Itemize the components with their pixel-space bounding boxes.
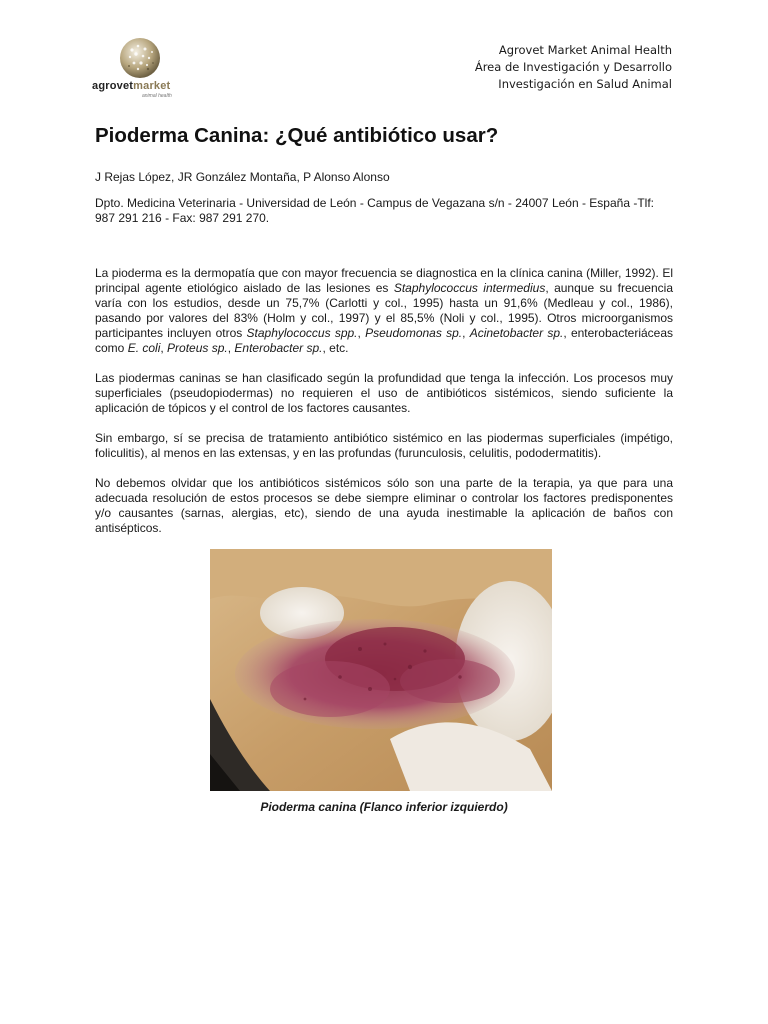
logo-brand-suffix: market	[133, 80, 171, 92]
text-run: ,	[462, 326, 470, 340]
italic-term: Enterobacter sp.	[234, 341, 323, 355]
globe-emblem-icon	[118, 36, 162, 80]
italic-term: Acinetobacter sp.	[469, 326, 564, 340]
italic-term: Staphylococcus intermedius	[393, 281, 546, 295]
skin-lesion-image	[210, 549, 552, 791]
text-run: Las piodermas caninas se han clasificado según la profundidad que tenga la infección. Los procesos muy superficiales (pseudopiodermas) no requieren el uso de antibióticos sistémicos, siendo suficiente la aplicación de tópicos y el control de los factores causantes.	[95, 371, 673, 415]
text-run: ,	[160, 341, 168, 355]
logo-brand-prefix: agrovet	[92, 80, 134, 92]
text-run: , etc.	[322, 341, 349, 355]
article-affiliation: Dpto. Medicina Veterinaria - Universidad de León - Campus de Vegazana s/n - 24007 León - España -Tlf: 987 291 216 - Fax: 987 291 270.	[95, 196, 654, 225]
logo-wordmark	[92, 80, 170, 92]
article-body	[95, 266, 673, 551]
organization-header	[475, 42, 672, 93]
figure-caption: Pioderma canina (Flanco inferior izquierdo)	[260, 800, 508, 814]
text-run: Sin embargo, sí se precisa de tratamiento antibiótico sistémico en las piodermas superficiales (impétigo, foliculitis), al menos en las extensas, y en las profundas (furunculosis, celulitis, pododermatitis).	[95, 431, 673, 460]
logo-tagline: animal health	[142, 93, 172, 99]
italic-term: Pseudomonas sp.	[365, 326, 463, 340]
body-paragraph	[95, 431, 673, 461]
figure-photo	[210, 549, 552, 791]
italic-term: E. coli	[127, 341, 161, 355]
org-line-name: Agrovet Market Animal Health	[498, 43, 672, 57]
body-paragraph	[95, 476, 673, 536]
text-run: No debemos olvidar que los antibióticos sistémicos sólo son una parte de la terapia, ya que para una adecuada resolución de estos procesos se debe siempre eliminar o controlar los factores predisponentes y/o causantes (sarnas, alergias, etc), siendo de una ayuda inestimable la aplicación de baños con antisépticos.	[95, 476, 673, 535]
text-run: ,	[227, 341, 235, 355]
text-run: La pioderma es la dermopatía que con mayor frecuencia se diagnostica en la clínica canina (Miller, 1992). El principal agente etiológico aislado de las lesiones es	[95, 266, 673, 295]
italic-term: Staphylococcus spp.	[246, 326, 358, 340]
text-run: , enterobacteriáceas como	[95, 326, 674, 355]
article-title: Pioderma Canina: ¿Qué antibiótico usar?	[95, 124, 499, 147]
body-paragraph	[95, 371, 673, 416]
italic-term: Proteus sp.	[167, 341, 228, 355]
text-run: ,	[357, 326, 366, 340]
org-line-area: Área de Investigación y Desarrollo	[474, 60, 672, 74]
agrovet-logo	[90, 36, 190, 98]
org-line-unit: Investigación en Salud Animal	[498, 77, 672, 91]
article-authors: J Rejas López, JR González Montaña, P Alonso Alonso	[95, 170, 390, 184]
body-paragraph	[95, 266, 673, 356]
text-run: , aunque su frecuencia varía con los estudios, desde un 75,7% (Carlotti y col., 1995) hasta un 91,6% (Medleau y col., 1986), pasando por valores del 83% (Holm y col., 1997) y el 85,5% (Noli y col., 1995). Otros microorganismos participantes incluyen otros	[95, 281, 673, 340]
